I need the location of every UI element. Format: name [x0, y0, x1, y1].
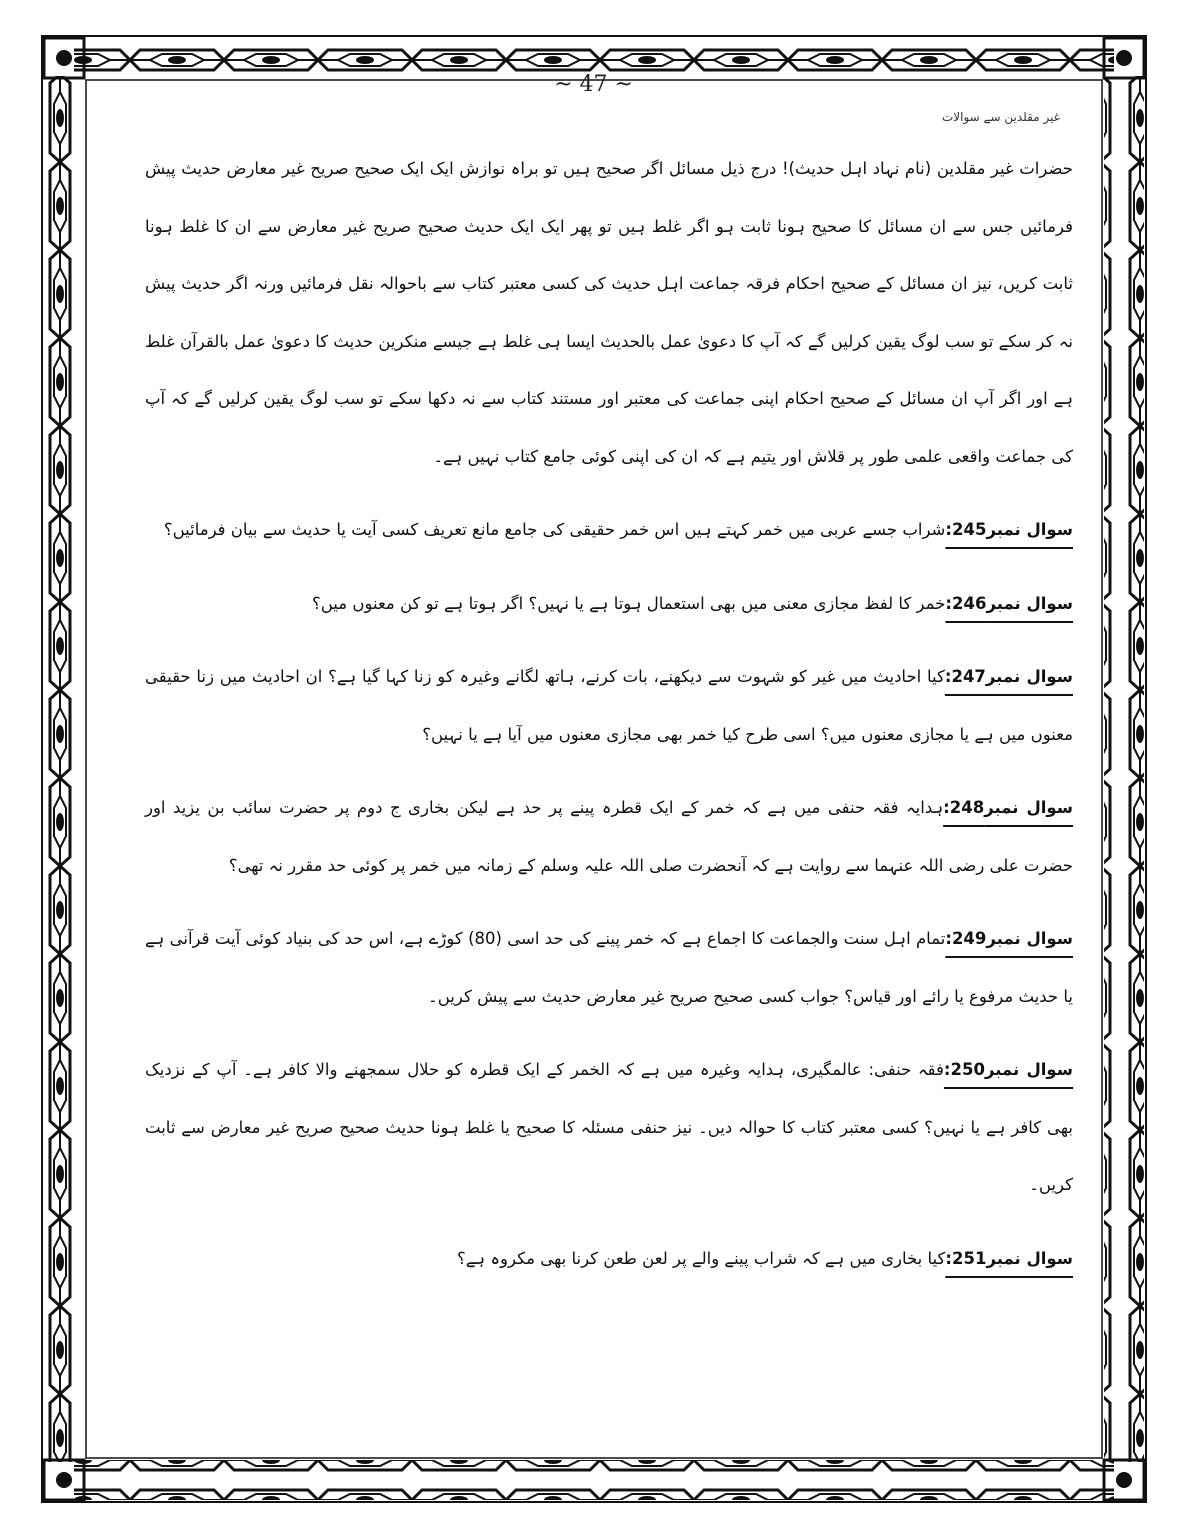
question-text: ہدایہ فقہ حنفی میں ہے کہ خمر کے ایک قطرہ پینے پر حد ہے لیکن بخاری ج دوم پر حضرت سائب بن یزید اور حضرت علی رضی اللہ عنہما سے روایت ہے کہ آنحضرت صلی اللہ علیہ وسلم کے زمانہ میں خمر پر کوئی حد مقرر نہ تھی؟ — [145, 798, 1073, 875]
question-247 — [145, 648, 1073, 763]
question-246 — [145, 575, 1073, 633]
question-245 — [145, 501, 1073, 559]
question-label: سوال نمبر247: — [944, 667, 1073, 686]
question-249 — [145, 910, 1073, 1025]
book-title: غیر مقلدین سے سوالات — [941, 110, 1060, 124]
question-text: خمر کا لفظ مجازی معنی میں بھی استعمال ہوتا ہے یا نہیں؟ اگر ہوتا ہے تو کن معنوں میں؟ — [311, 593, 946, 613]
question-text: شراب جسے عربی میں خمر کہتے ہیں اس خمر حقیقی کی جامع مانع تعریف کسی آیت یا حدیث سے بیان فرمائیں؟ — [163, 520, 946, 539]
question-label: سوال نمبر250: — [943, 1060, 1074, 1079]
question-label: سوال نمبر251: — [945, 1248, 1073, 1268]
page-number: ~ 47 ~ — [554, 72, 633, 97]
question-text: کیا احادیث میں غیر کو شہوت سے دیکھنے، بات کرنے، ہاتھ لگانے وغیرہ کو زنا کہا گیا ہے؟ ان احادیث میں زنا حقیقی معنوں میں ہے یا مجازی معنوں میں؟ اسی طرح کیا خمر بھی مجازی معنوں میں آیا ہے یا نہیں؟ — [145, 667, 1073, 744]
question-251 — [145, 1230, 1073, 1288]
question-250 — [145, 1041, 1073, 1214]
page-content — [145, 140, 1073, 1303]
intro-paragraph: حضرات غیر مقلدین (نام نہاد اہل حدیث)! درج ذیل مسائل اگر صحیح ہیں تو براہ نوازش ایک ایک صحیح صریح غیر معارض حدیث پیش فرمائیں جس سے ان مسائل کا صحیح ہونا ثابت ہو اگر غلط ہیں تو پھر ایک ایک حدیث صحیح صریح غیر معارض سے ان کا غلط ہونا ثابت کریں، نیز ان مسائل کے صحیح احکام فرقہ جماعت اہل حدیث کی کسی معتبر کتاب سے باحوالہ نقل فرمائیں ورنہ اگر حدیث پیش نہ کر سکے تو سب لوگ یقین کرلیں گے کہ آپ کا دعویٰ عمل بالحدیث ایسا ہی غلط ہے جیسے منکرین حدیث کا دعویٰ عمل بالقرآن غلط ہے اور اگر آپ ان مسائل کے صحیح احکام اپنی جماعت کی معتبر اور مستند کتاب سے نہ دکھا سکے تو سب لوگ یقین کرلیں گے کہ آپ کی جماعت واقعی علمی طور پر قلاش اور یتیم ہے کہ ان کی اپنی کوئی جامع کتاب نہیں ہے۔ — [145, 159, 1073, 466]
question-text: کیا بخاری میں ہے کہ شراب پینے والے پر لعن طعن کرنا بھی مکروہ ہے؟ — [456, 1248, 946, 1268]
question-text: تمام اہل سنت والجماعت کا اجماع ہے کہ خمر پینے کی حد اسی (80) کوڑے ہے، اس حد کی بنیاد کوئی آیت قرآنی ہے یا حدیث مرفوع یا رائے اور قیاس؟ جواب کسی صحیح صریح غیر معارض حدیث سے پیش کریں۔ — [145, 929, 1073, 1006]
question-label: سوال نمبر248: — [943, 798, 1074, 817]
question-248 — [145, 779, 1073, 894]
question-label: سوال نمبر245: — [945, 520, 1073, 539]
question-text: فقہ حنفی: عالمگیری، ہدایہ وغیرہ میں ہے کہ الخمر کے ایک قطرہ کو حلال سمجھنے والا کافر ہے۔ آپ کے نزدیک بھی کافر ہے یا نہیں؟ کسی معتبر کتاب کا حوالہ دیں۔ نیز حنفی مسئلہ کا صحیح یا غلط ہونا حدیث صحیح صریح غیر معارض سے ثابت کریں۔ — [145, 1060, 1073, 1194]
question-label: سوال نمبر249: — [945, 929, 1073, 948]
question-label: سوال نمبر246: — [945, 593, 1073, 613]
